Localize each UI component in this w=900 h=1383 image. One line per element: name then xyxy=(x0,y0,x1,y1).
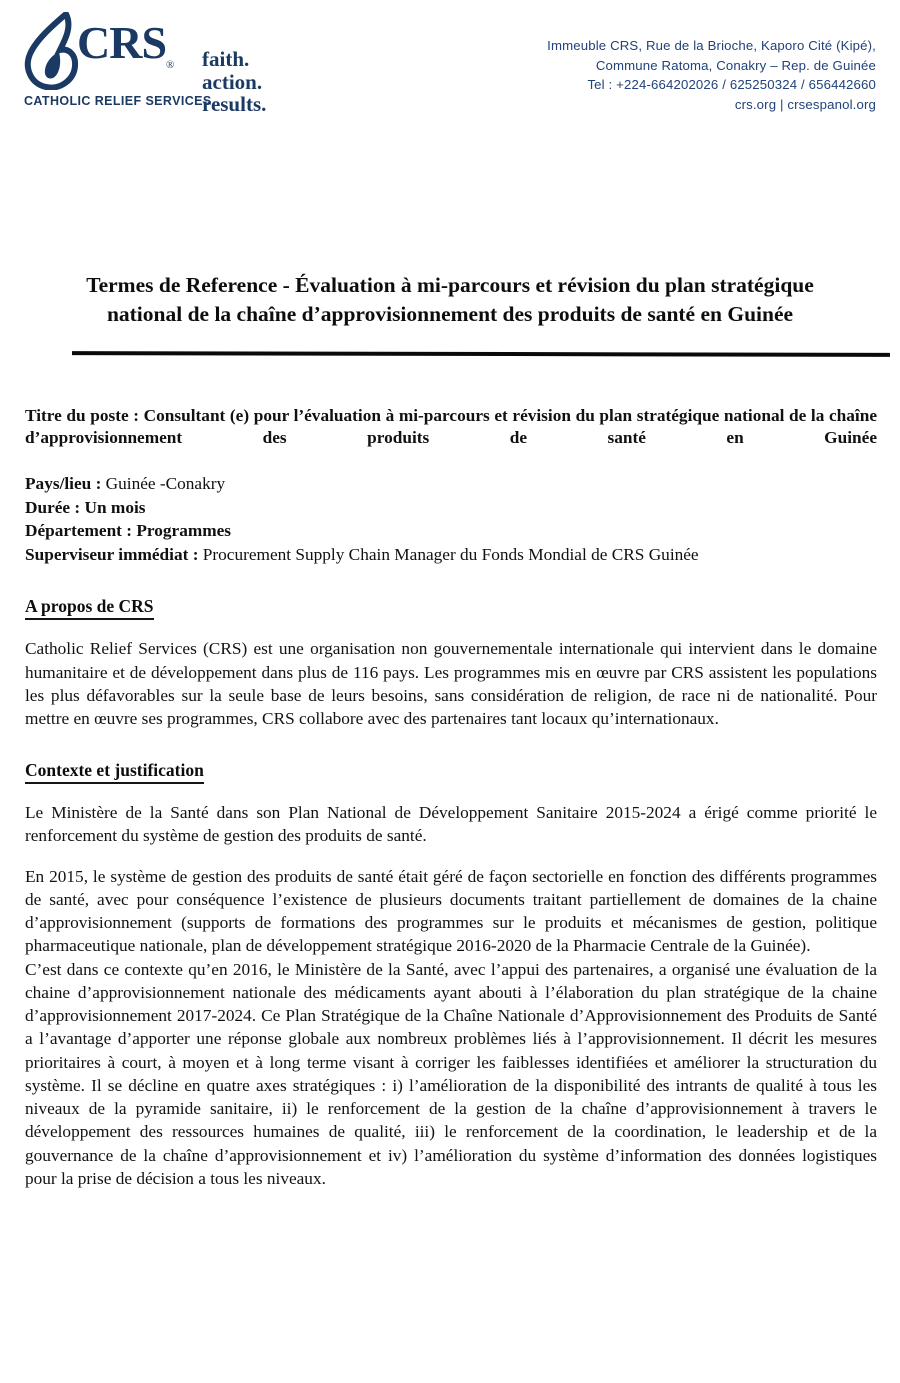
context-paragraph-1: Le Ministère de la Santé dans son Plan National de Développement Sanitaire 2015-2024 a érigé comme priorité le renforcement du système de gestion des produits de santé. xyxy=(25,803,877,846)
address-city: Commune Ratoma, Conakry – Rep. de Guinée xyxy=(595,57,876,73)
about-crs-heading: A propos de CRS xyxy=(25,596,154,620)
section-about-crs xyxy=(25,566,877,730)
document-title: Termes de Reference - Évaluation à mi-parcours et révision du plan stratégique national de la chaîne d’approvisionnement des produits de santé en Guinée xyxy=(86,273,814,326)
context-heading: Contexte et justification xyxy=(25,760,204,784)
address-phone: Tel : +224-664202026 / 625250324 / 656442660 xyxy=(587,77,876,93)
country-label: Pays/lieu : xyxy=(25,474,102,494)
about-crs-paragraph: Catholic Relief Services (CRS) est une organisation non gouvernementale internationale qui intervient dans le domaine humanitaire et de développement dans plus de 116 pays. Les programmes mis en œuvre par CRS assistent les populations les plus défavorables sur la seule base de leurs besoins, sans considération de religion, de race ni de nationalité. Pour mettre en œuvre ses programmes, CRS collabore avec des partenaires tant locaux qu’internationaux. xyxy=(25,639,877,729)
logo-slogan-action: action. xyxy=(202,69,263,94)
context-paragraph-2: En 2015, le système de gestion des produits de santé était géré de façon sectorielle en fonction des différents programmes de santé, avec pour conséquence l’existence de plusieurs documents traitant partiellement de domaines de la chaine d’approvisionnement (supports de formations des programmes sur le produits et mécanismes de gestion, politique pharmaceutique nationale, plan de développement stratégique 2016-2020 de la Pharmacie Centrale de la Guinée). xyxy=(25,866,877,956)
job-title-line: Titre du poste : Consultant (e) pour l’évaluation à mi-parcours et révision du plan stratégique national de la chaîne d’approvisionnement des produits de santé en Guinée xyxy=(25,406,877,448)
address-street: Immeuble CRS, Rue de la Brioche, Kaporo Cité (Kipé), xyxy=(547,38,876,53)
logo-slogan-results: results. xyxy=(202,92,267,117)
department-label: Département : xyxy=(25,521,133,541)
logo-wordmark xyxy=(77,17,174,72)
supervisor-value: Procurement Supply Chain Manager du Fonds Mondial de CRS Guinée xyxy=(198,544,699,564)
registered-trademark-icon: ® xyxy=(166,59,174,72)
crs-teardrop-flame-icon xyxy=(22,12,84,90)
job-meta-block xyxy=(25,405,877,566)
supervisor-label: Superviseur immédiat : xyxy=(25,544,199,564)
duration-label: Durée : xyxy=(25,497,81,517)
section-context xyxy=(25,730,877,1190)
title-divider xyxy=(72,351,890,357)
country-value: Guinée -Conakry xyxy=(101,474,226,494)
logo-slogan-faith: faith. xyxy=(202,47,250,71)
logo-tagline: CATHOLIC RELIEF SERVICES xyxy=(24,94,212,108)
context-paragraph-3: C’est dans ce contexte qu’en 2016, le Ministère de la Santé, avec l’appui des partenaires, a organisé une évaluation de la chaine d’approvisionnement nationale des médicaments ayant abouti à l’élaboration du plan stratégique de la chaine d’approvisionnement 2017-2024. Ce Plan Stratégique de la Chaîne Nationale d’Approvisionnement des Produits de Santé a l’avantage d’apporter une réponse globale aux nombreux problèmes liés à l’approvisionnement. Il décrit les mesures prioritaires à court, à moyen et à long terme visant à corriger les faiblesses identifiées et améliorer la structuration du système. Il se décline en quatre axes stratégiques : i) l’amélioration de la disponibilité des intrants de qualité à tous les niveaux de la pyramide sanitaire, ii) le renforcement de la gestion de la chaîne d’approvisionnement à travers le développement des ressources humaines de qualité, iii) le renforcement de la coordination, le leadership et de la gouvernance de la chaîne d’approvisionnement et iv) l’amélioration du système d’information des données logistiques pour la prise de décision a tous les niveaux. xyxy=(25,959,877,1188)
letterhead xyxy=(0,0,900,150)
logo-brand-text: CRS xyxy=(77,17,167,68)
logo-slogan xyxy=(202,48,266,116)
crs-logo xyxy=(22,12,282,117)
department-line xyxy=(25,520,877,542)
supervisor-line xyxy=(25,544,877,566)
letterhead-address xyxy=(547,36,876,114)
document-body xyxy=(25,405,877,1190)
country-line xyxy=(25,473,877,495)
duration-value: Un mois xyxy=(80,497,146,517)
department-value: Programmes xyxy=(132,521,232,541)
duration-line xyxy=(25,497,877,519)
address-websites: crs.org | crsespanol.org xyxy=(734,96,876,112)
